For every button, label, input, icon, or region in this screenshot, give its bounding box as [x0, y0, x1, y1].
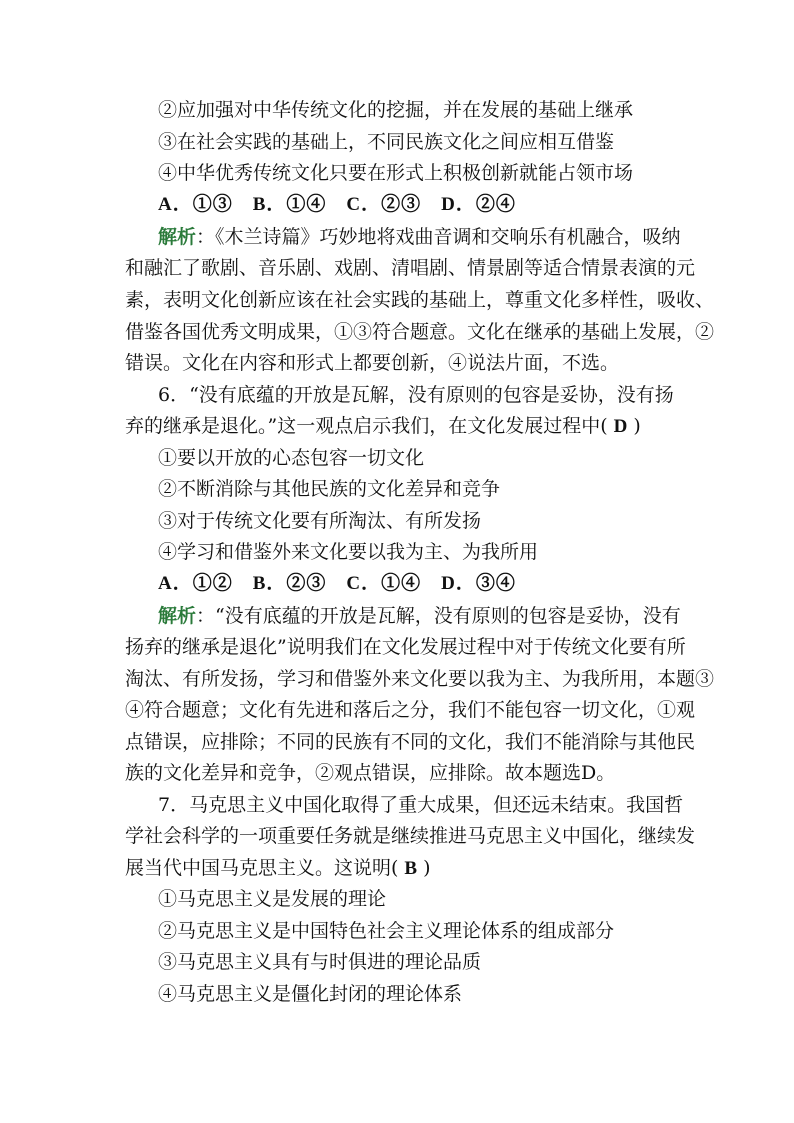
analysis-text: ：《木兰诗篇》巧妙地将戏曲音调和交响乐有机融合，吸纳 — [196, 226, 681, 248]
q6-analysis-line-5: 点错误，应排除；不同的民族有不同的文化，我们不能消除与其他民 — [125, 731, 696, 753]
q6-statement-3: ③对于传统文化要有所淘汰、有所发扬 — [158, 510, 482, 532]
q6-statement-4: ④学习和借鉴外来文化要以我为主、为我所用 — [158, 541, 539, 563]
q5-statement-4: ④中华优秀传统文化只要在形式上积极创新就能占领市场 — [158, 162, 634, 184]
q6-stem-close: ) — [633, 415, 641, 437]
q5-analysis-line-5: 错误。文化在内容和形式上都要创新，④说法片面，不选。 — [125, 352, 620, 374]
q7-stem-text: 展当代中国马克思主义。这说明( — [125, 857, 399, 879]
q6-stem-line-1: 6．“没有底蕴的开放是瓦解，没有原则的包容是妥协，没有扬 — [158, 384, 674, 406]
q6-statement-2: ②不断消除与其他民族的文化差异和竞争 — [158, 478, 501, 500]
q5-statement-3: ③在社会实践的基础上，不同民族文化之间应相互借鉴 — [158, 131, 615, 153]
q6-options: A．①② B．②③ C．①④ D．③④ — [158, 573, 516, 594]
q7-statement-2: ②马克思主义是中国特色社会主义理论体系的组成部分 — [158, 920, 615, 942]
q6-stem-line-2 — [125, 410, 685, 442]
q7-statement-4: ④马克思主义是僵化封闭的理论体系 — [158, 983, 463, 1005]
q6-stem-text: 弃的继承是退化。”这一观点启示我们，在文化发展过程中( — [125, 415, 608, 437]
q5-analysis-line-2: 和融汇了歌剧、音乐剧、戏剧、清唱剧、情景剧等适合情景表演的元 — [125, 257, 696, 279]
q7-answer: B — [404, 858, 418, 879]
q7-stem-line-2: 学社会科学的一项重要任务就是继续推进马克思主义中国化，继续发 — [125, 825, 696, 847]
analysis-tag: 解析 — [158, 605, 197, 627]
q7-stem-line-3 — [125, 852, 685, 884]
q7-statement-1: ①马克思主义是发展的理论 — [158, 888, 387, 910]
q7-stem-line-1: 7．马克思主义中国化取得了重大成果，但还远未结束。我国哲 — [158, 794, 684, 816]
q7-stem-close: ) — [423, 857, 431, 879]
q5-analysis-line-4: 借鉴各国优秀文明成果，①③符合题意。文化在继承的基础上发展，② — [125, 321, 715, 343]
q6-analysis-line-2: 扬弃的继承是退化”说明我们在文化发展过程中对于传统文化要有所 — [125, 636, 686, 658]
q6-analysis-line-1 — [158, 600, 685, 632]
q5-options: A．①③ B．①④ C．②③ D．②④ — [158, 194, 516, 215]
q5-analysis-line-3: 素，表明文化创新应该在社会实践的基础上，尊重文化多样性，吸收、 — [125, 289, 715, 311]
q5-analysis-line-1 — [158, 221, 685, 253]
q6-analysis-line-6: 族的文化差异和竞争，②观点错误，应排除。故本题选D。 — [125, 762, 616, 784]
q5-statement-2: ②应加强对中华传统文化的挖掘，并在发展的基础上继承 — [158, 99, 634, 121]
analysis-tag: 解析 — [158, 226, 197, 248]
q6-statement-1: ①要以开放的心态包容一切文化 — [158, 447, 425, 469]
q6-answer: D — [613, 416, 628, 437]
q7-statement-3: ③马克思主义具有与时俱进的理论品质 — [158, 951, 482, 973]
q6-analysis-line-3: 淘汰、有所发扬，学习和借鉴外来文化要以我为主、为我所用，本题③ — [125, 668, 715, 690]
analysis-text: ：“没有底蕴的开放是瓦解，没有原则的包容是妥协，没有 — [196, 605, 681, 627]
q6-analysis-line-4: ④符合题意；文化有先进和落后之分，我们不能包容一切文化，①观 — [125, 699, 696, 721]
